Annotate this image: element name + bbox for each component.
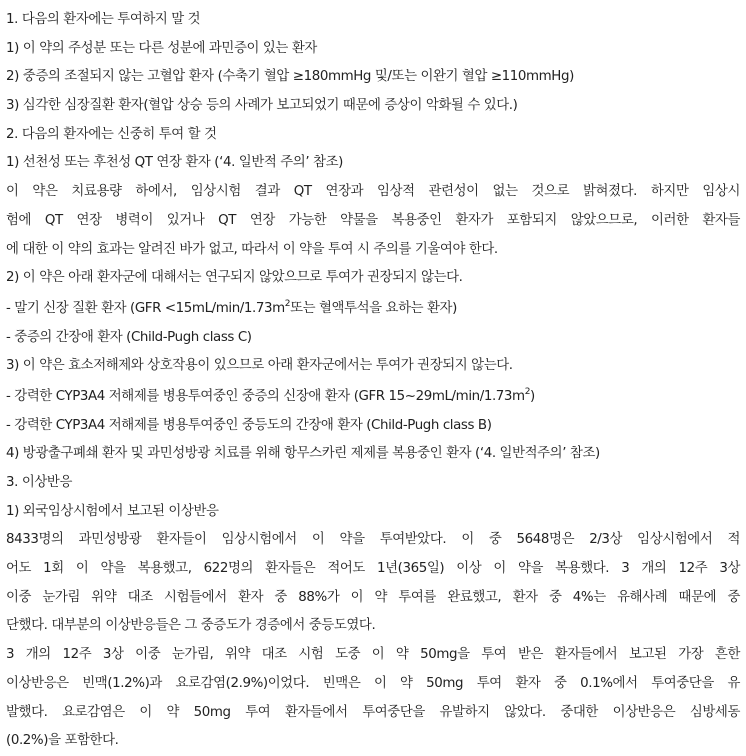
paragraph-line: 에 대한 이 약의 효과는 알려진 바가 없고, 따라서 이 약을 투여 시 주의를 기울여야 한다. <box>6 241 498 257</box>
section-3-paragraph-1 <box>6 526 740 641</box>
section-2-title: 2. 다음의 환자에는 신중히 투여 할 것 <box>6 126 217 142</box>
bullet-text: - 강력한 CYP3A4 저해제를 병용투여중인 중증의 신장애 환자 (GFR 15~29mL/min/1.73m <box>6 388 525 404</box>
section-2-item-2-bullet-b: - 중증의 간장애 환자 (Child-Pugh class C) <box>6 329 252 345</box>
section-3-paragraph-2 <box>6 641 740 756</box>
section-1-item-2: 2) 중증의 조절되지 않는 고혈압 환자 (수축기 혈압 ≥180mmHg 및/또는 이완기 혈압 ≥110mmHg) <box>6 69 574 85</box>
paragraph-line: 이상반응은 빈맥(1.2%)과 요로감염(2.9%)이었다. 빈맥은 이 약 50mg 투여 환자 중 0.1%에서 투여중단을 유 <box>6 675 740 691</box>
section-2-item-3: 3) 이 약은 효소저해제와 상호작용이 있으므로 아래 환자군에서는 투여가 권장되지 않는다. <box>6 358 513 374</box>
section-2-item-1: 1) 선천성 또는 후천성 QT 연장 환자 (‘4. 일반적 주의’ 참조) <box>6 155 343 171</box>
section-3-title: 3. 이상반응 <box>6 475 72 490</box>
paragraph-line: 8433명의 과민성방광 환자들이 임상시험에서 이 약을 투여받았다. 이 중 5648명은 2/3상 임상시험에서 적 <box>6 532 740 548</box>
section-1-item-1: 1) 이 약의 주성분 또는 다른 성분에 과민증이 있는 환자 <box>6 40 317 56</box>
section-3-item-1: 1) 외국임상시험에서 보고된 이상반응 <box>6 503 219 519</box>
section-2-item-2: 2) 이 약은 아래 환자군에 대해서는 연구되지 않았으므로 투여가 권장되지 않는다. <box>6 270 463 286</box>
bullet-text: ) <box>530 388 535 404</box>
paragraph-line: (0.2%)을 포함한다. <box>6 733 119 749</box>
paragraph-line: 이 약은 치료용량 하에서, 임상시험 결과 QT 연장과 임상적 관련성이 없는 것으로 밝혀졌다. 하지만 임상시 <box>6 184 740 200</box>
section-1-title: 1. 다음의 환자에는 투여하지 말 것 <box>6 12 201 27</box>
bullet-text: - 말기 신장 질환 환자 (GFR <15mL/min/1.73m <box>6 300 285 316</box>
paragraph-line: 단했다. 대부분의 이상반응들은 그 중증도가 경증에서 중등도였다. <box>6 618 376 634</box>
paragraph-line: 발했다. 요로감염은 이 약 50mg 투여 환자들에서 투여중단을 유발하지 않았다. 중대한 이상반응은 심방세동 <box>6 704 740 720</box>
paragraph-line: 이중 눈가림 위약 대조 시험들에서 환자 중 88%가 이 약 투여를 완료했고, 환자 중 4%는 유해사례 때문에 중 <box>6 589 740 605</box>
section-2-item-3-bullet-b: - 강력한 CYP3A4 저해제를 병용투여중인 중등도의 간장애 환자 (Child-Pugh class B) <box>6 417 492 433</box>
superscript: 2 <box>524 386 531 397</box>
section-2-item-4: 4) 방광출구폐쇄 환자 및 과민성방광 치료를 위해 항무스카린 제제를 복용중인 환자 (‘4. 일반적주의’ 참조) <box>6 446 600 462</box>
section-2-item-3-bullet-a <box>6 383 740 412</box>
section-2-item-1-paragraph <box>6 178 740 264</box>
paragraph-line: 어도 1회 이 약을 복용했고, 622명의 환자들은 적어도 1년(365일) 이상 이 약을 복용했다. 3 개의 12주 3상 <box>6 561 740 577</box>
paragraph-line: 험에 QT 연장 병력이 있거나 QT 연장 가능한 약물을 복용중인 환자가 포함되지 않았으므로, 이러한 환자들 <box>6 212 740 228</box>
superscript: 2 <box>284 298 291 309</box>
section-1-item-3: 3) 심각한 심장질환 환자(혈압 상승 등의 사례가 보고되었기 때문에 증상이 악화될 수 있다.) <box>6 98 518 114</box>
bullet-text: 또는 혈액투석을 요하는 환자) <box>290 300 457 316</box>
section-2-item-2-bullet-a <box>6 295 740 324</box>
paragraph-line: 3 개의 12주 3상 이중 눈가림, 위약 대조 시험 도중 이 약 50mg을 투여 받은 환자들에서 보고된 가장 흔한 <box>6 647 740 663</box>
document-body <box>6 6 740 756</box>
